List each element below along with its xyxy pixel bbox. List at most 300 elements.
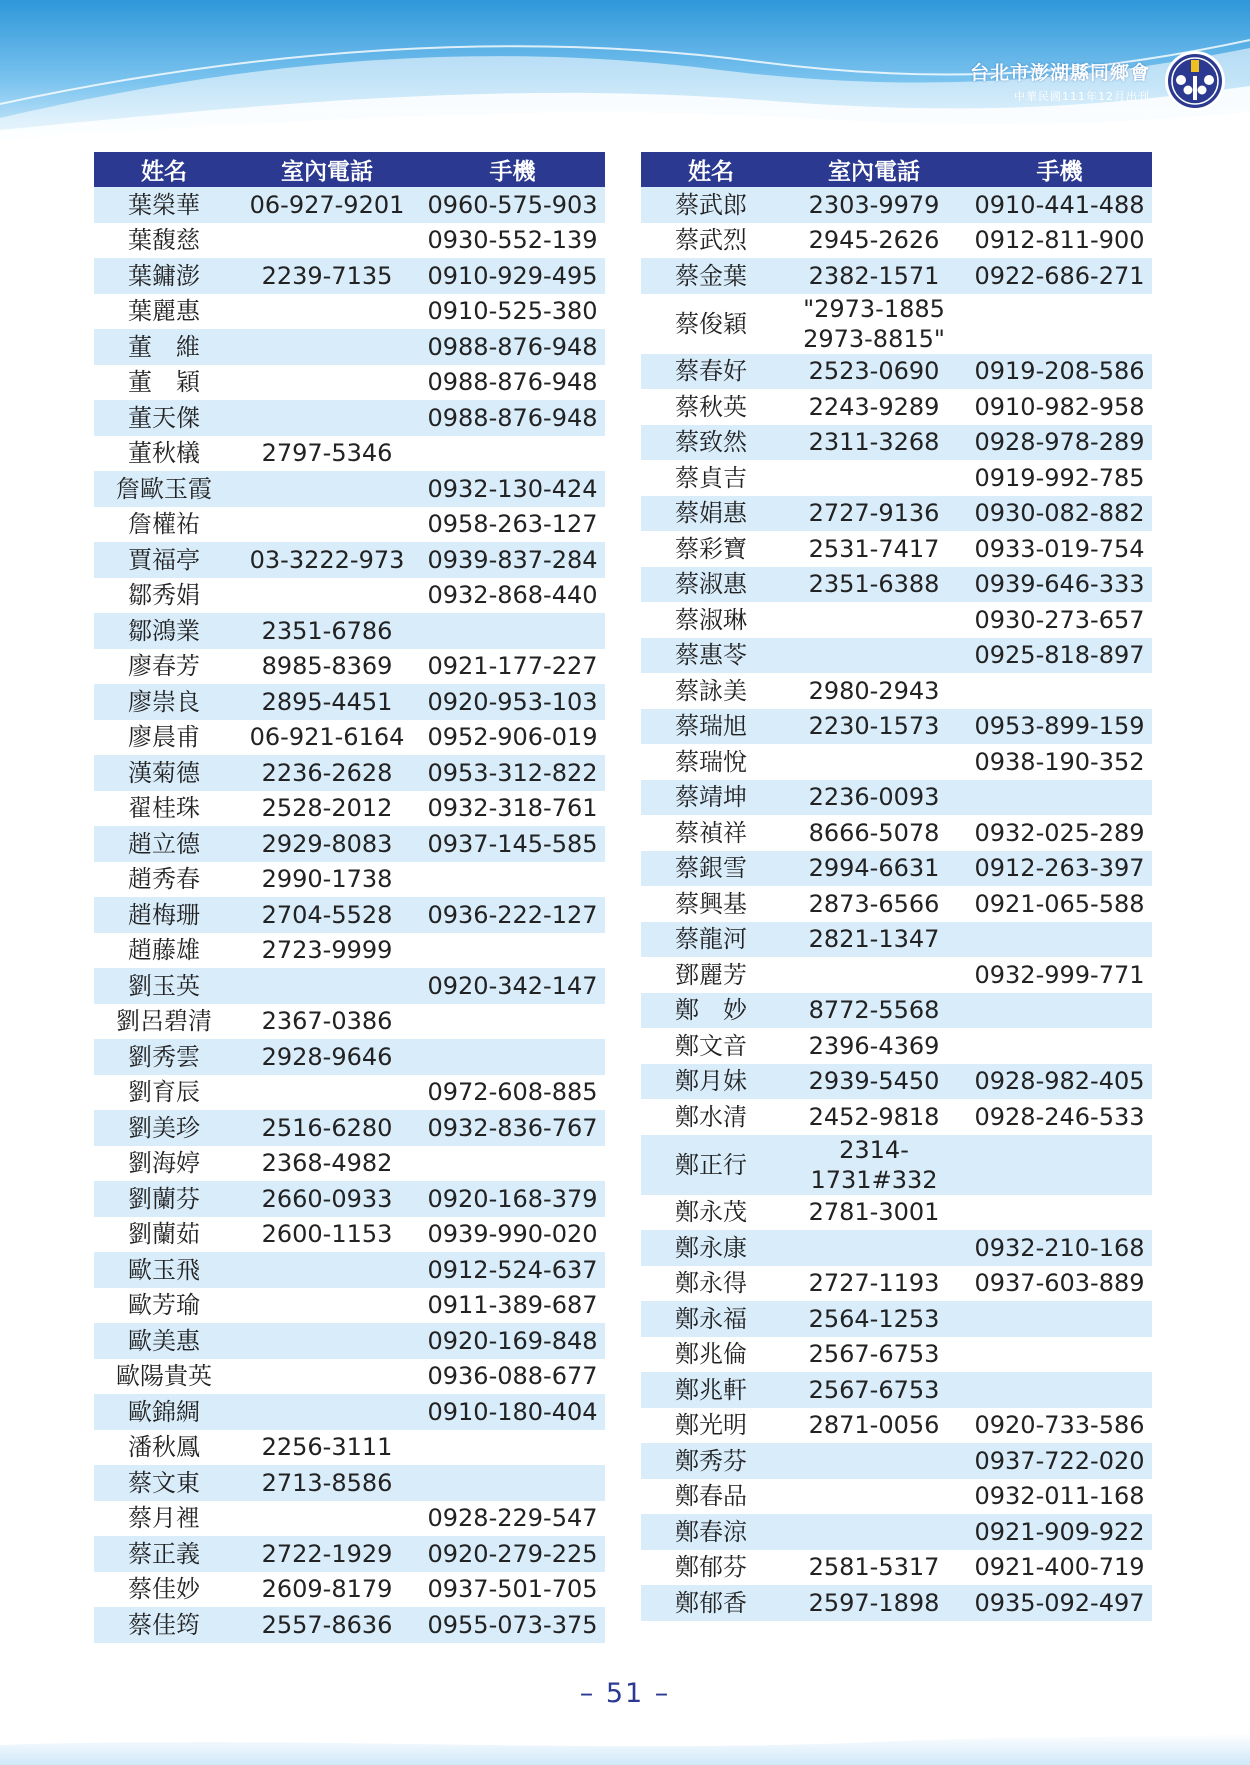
home-phone: 2660-0933 [234, 1181, 420, 1217]
table-row [641, 1337, 1152, 1373]
mobile-phone: 0928-978-289 [967, 425, 1152, 461]
mobile-phone: 0932-318-761 [420, 791, 605, 827]
organization-name: 台北市澎湖縣同鄉會 [969, 62, 1150, 84]
home-phone: 2351-6388 [781, 567, 967, 603]
member-name: 廖崇良 [94, 684, 234, 720]
member-name: 鄧麗芳 [641, 957, 781, 993]
member-name: 蔡春好 [641, 354, 781, 390]
table-row [94, 1501, 605, 1537]
mobile-phone: 0912-263-397 [967, 851, 1152, 887]
table-row [641, 780, 1152, 816]
home-phone: 2980-2943 [781, 673, 967, 709]
member-name: 歐芳瑜 [94, 1288, 234, 1324]
table-row [94, 720, 605, 756]
directory-table-right [641, 152, 1152, 1621]
member-name: 劉秀雲 [94, 1039, 234, 1075]
member-name: 鄭郁芬 [641, 1550, 781, 1586]
mobile-phone [420, 933, 605, 969]
member-name: 劉海婷 [94, 1146, 234, 1182]
member-name: 劉蘭茹 [94, 1217, 234, 1253]
logo-emblem-icon [1164, 50, 1226, 112]
home-phone [234, 1323, 420, 1359]
member-name: 董 穎 [94, 365, 234, 401]
table-row [641, 1550, 1152, 1586]
table-row [94, 400, 605, 436]
mobile-phone: 0932-130-424 [420, 471, 605, 507]
home-phone [234, 1501, 420, 1537]
member-name: 蔡致然 [641, 425, 781, 461]
member-name: 鄭春品 [641, 1479, 781, 1515]
member-name: 鄭永康 [641, 1230, 781, 1266]
table-row [641, 567, 1152, 603]
table-row [641, 744, 1152, 780]
mobile-phone: 0988-876-948 [420, 400, 605, 436]
table-row [641, 815, 1152, 851]
table-row [94, 1394, 605, 1430]
mobile-phone: 0920-733-586 [967, 1408, 1152, 1444]
mobile-phone: 0930-552-139 [420, 223, 605, 259]
table-row [94, 684, 605, 720]
mobile-phone [967, 1372, 1152, 1408]
table-row [94, 1288, 605, 1324]
member-name: 鄒鴻業 [94, 613, 234, 649]
home-phone [781, 1479, 967, 1515]
table-row [94, 365, 605, 401]
member-name: 蔡秋英 [641, 389, 781, 425]
mobile-phone: 0911-389-687 [420, 1288, 605, 1324]
member-name: 蔡俊穎 [641, 294, 781, 354]
member-name: 鄭郁香 [641, 1585, 781, 1621]
table-row [94, 826, 605, 862]
mobile-phone: 0952-906-019 [420, 720, 605, 756]
table-row [94, 1607, 605, 1643]
mobile-phone: 0921-909-922 [967, 1514, 1152, 1550]
home-phone [781, 1230, 967, 1266]
table-row [641, 1443, 1152, 1479]
home-phone [781, 1443, 967, 1479]
member-name: 蔡惠苓 [641, 638, 781, 674]
mobile-phone: 0932-210-168 [967, 1230, 1152, 1266]
home-phone: 2723-9999 [234, 933, 420, 969]
member-name: 蔡武郎 [641, 187, 781, 223]
home-phone [234, 294, 420, 330]
mobile-phone [967, 993, 1152, 1029]
table-row [94, 862, 605, 898]
member-name: 歐陽貴英 [94, 1359, 234, 1395]
mobile-phone [967, 1195, 1152, 1231]
member-name: 蔡瑞旭 [641, 709, 781, 745]
home-phone [234, 1359, 420, 1395]
table-row [94, 1039, 605, 1075]
table-row [641, 1099, 1152, 1135]
table-row [94, 223, 605, 259]
member-name: 劉育辰 [94, 1075, 234, 1111]
member-name: 葉馥慈 [94, 223, 234, 259]
member-name: 趙秀春 [94, 862, 234, 898]
table-row [94, 471, 605, 507]
mobile-phone: 0920-168-379 [420, 1181, 605, 1217]
table-row [94, 1430, 605, 1466]
member-name: 鄭春涼 [641, 1514, 781, 1550]
table-row [94, 542, 605, 578]
column-header-name: 姓名 [641, 152, 781, 187]
table-row [94, 933, 605, 969]
table-row [641, 1064, 1152, 1100]
member-name: 蔡正義 [94, 1536, 234, 1572]
column-header-mobile: 手機 [967, 152, 1152, 187]
table-row [94, 1181, 605, 1217]
member-name: 廖晨甫 [94, 720, 234, 756]
table-row [641, 294, 1152, 354]
table-row [641, 389, 1152, 425]
column-header-name: 姓名 [94, 152, 234, 187]
table-row [94, 1572, 605, 1608]
mobile-phone: 0988-876-948 [420, 329, 605, 365]
table-row [94, 436, 605, 472]
mobile-phone: 0910-929-495 [420, 258, 605, 294]
mobile-phone: 0960-575-903 [420, 187, 605, 223]
home-phone: 2396-4369 [781, 1028, 967, 1064]
home-phone [781, 460, 967, 496]
member-name: 蔡龍河 [641, 922, 781, 958]
table-row [94, 1252, 605, 1288]
table-row [641, 602, 1152, 638]
home-phone: 2821-1347 [781, 922, 967, 958]
mobile-phone: 0937-722-020 [967, 1443, 1152, 1479]
home-phone [234, 968, 420, 1004]
home-phone [234, 329, 420, 365]
home-phone: 2990-1738 [234, 862, 420, 898]
home-phone: 2722-1929 [234, 1536, 420, 1572]
table-row [641, 1230, 1152, 1266]
mobile-phone: 0935-092-497 [967, 1585, 1152, 1621]
member-name: 蔡靖坤 [641, 780, 781, 816]
home-phone: 2781-3001 [781, 1195, 967, 1231]
home-phone: 2557-8636 [234, 1607, 420, 1643]
home-phone [234, 1288, 420, 1324]
member-name: 蔡金葉 [641, 258, 781, 294]
member-name: 蔡月裡 [94, 1501, 234, 1537]
home-phone [234, 507, 420, 543]
table-row [641, 1135, 1152, 1195]
mobile-phone: 0932-025-289 [967, 815, 1152, 851]
table-row [94, 791, 605, 827]
table-row [641, 460, 1152, 496]
table-row [94, 613, 605, 649]
mobile-phone: 0939-990-020 [420, 1217, 605, 1253]
member-name: 賈福亭 [94, 542, 234, 578]
home-phone: 2236-2628 [234, 755, 420, 791]
mobile-phone: 0921-065-588 [967, 886, 1152, 922]
directory-table-left [94, 152, 605, 1643]
member-name: 歐美惠 [94, 1323, 234, 1359]
table-row [641, 922, 1152, 958]
table-row [641, 223, 1152, 259]
table-row [94, 1217, 605, 1253]
home-phone: 06-927-9201 [234, 187, 420, 223]
mobile-phone [420, 613, 605, 649]
mobile-phone: 0920-953-103 [420, 684, 605, 720]
member-name: 翟桂珠 [94, 791, 234, 827]
home-phone: 2382-1571 [781, 258, 967, 294]
home-phone: 03-3222-973 [234, 542, 420, 578]
member-name: 歐玉飛 [94, 1252, 234, 1288]
home-phone: 2581-5317 [781, 1550, 967, 1586]
home-phone: 2895-4451 [234, 684, 420, 720]
home-phone: 2727-1193 [781, 1266, 967, 1302]
home-phone: 2452-9818 [781, 1099, 967, 1135]
member-name: 廖春芳 [94, 649, 234, 685]
mobile-phone: 0920-279-225 [420, 1536, 605, 1572]
home-phone [234, 1394, 420, 1430]
home-phone [234, 365, 420, 401]
mobile-phone: 0912-524-637 [420, 1252, 605, 1288]
member-name: 蔡貞吉 [641, 460, 781, 496]
table-row [94, 1004, 605, 1040]
mobile-phone: 0925-818-897 [967, 638, 1152, 674]
member-name: 蔡禎祥 [641, 815, 781, 851]
table-row [94, 968, 605, 1004]
home-phone: 2873-6566 [781, 886, 967, 922]
mobile-phone: 0958-263-127 [420, 507, 605, 543]
member-name: 蔡娟惠 [641, 496, 781, 532]
home-phone: 06-921-6164 [234, 720, 420, 756]
table-row [641, 496, 1152, 532]
home-phone: 2243-9289 [781, 389, 967, 425]
home-phone [781, 602, 967, 638]
table-row [641, 673, 1152, 709]
member-name: 趙藤雄 [94, 933, 234, 969]
mobile-phone [420, 1039, 605, 1075]
member-name: 劉美珍 [94, 1110, 234, 1146]
home-phone: 2727-9136 [781, 496, 967, 532]
member-name: 鄭文音 [641, 1028, 781, 1064]
mobile-phone: 0955-073-375 [420, 1607, 605, 1643]
member-name: 蔡詠美 [641, 673, 781, 709]
home-phone [781, 957, 967, 993]
mobile-phone: 0936-088-677 [420, 1359, 605, 1395]
member-name: 鄭光明 [641, 1408, 781, 1444]
member-name: 蔡瑞悅 [641, 744, 781, 780]
home-phone: 2303-9979 [781, 187, 967, 223]
home-phone [781, 744, 967, 780]
table-row [641, 1514, 1152, 1550]
member-name: 鄭兆倫 [641, 1337, 781, 1373]
table-row [94, 897, 605, 933]
table-row [641, 1301, 1152, 1337]
home-phone: 2797-5346 [234, 436, 420, 472]
table-row [94, 1323, 605, 1359]
mobile-phone: 0932-836-767 [420, 1110, 605, 1146]
member-name: 鄭永茂 [641, 1195, 781, 1231]
table-row [641, 1479, 1152, 1515]
member-name: 蔡彩寶 [641, 531, 781, 567]
table-row [641, 1266, 1152, 1302]
mobile-phone: 0910-525-380 [420, 294, 605, 330]
mobile-phone: 0919-992-785 [967, 460, 1152, 496]
home-phone: 2236-0093 [781, 780, 967, 816]
table-row [641, 638, 1152, 674]
home-phone: 2368-4982 [234, 1146, 420, 1182]
home-phone [234, 400, 420, 436]
member-name: 鄭水清 [641, 1099, 781, 1135]
mobile-phone: 0936-222-127 [420, 897, 605, 933]
mobile-phone [967, 1028, 1152, 1064]
mobile-phone: 0930-273-657 [967, 602, 1152, 638]
member-name: 蔡淑琳 [641, 602, 781, 638]
table-row [94, 294, 605, 330]
table-row [94, 578, 605, 614]
table-header-row [94, 152, 605, 187]
column-header-phone: 室內電話 [234, 152, 420, 187]
mobile-phone: 0932-011-168 [967, 1479, 1152, 1515]
mobile-phone: 0920-342-147 [420, 968, 605, 1004]
table-row [94, 187, 605, 223]
table-row [94, 507, 605, 543]
mobile-phone [420, 1004, 605, 1040]
home-phone: 2367-0386 [234, 1004, 420, 1040]
home-phone: 2871-0056 [781, 1408, 967, 1444]
home-phone [234, 223, 420, 259]
table-row [641, 993, 1152, 1029]
member-name: 董天傑 [94, 400, 234, 436]
member-name: 鄒秀娟 [94, 578, 234, 614]
mobile-phone: 0953-899-159 [967, 709, 1152, 745]
member-name: 鄭秀芬 [641, 1443, 781, 1479]
mobile-phone: 0953-312-822 [420, 755, 605, 791]
mobile-phone: 0937-501-705 [420, 1572, 605, 1608]
mobile-phone [967, 922, 1152, 958]
home-phone: 2704-5528 [234, 897, 420, 933]
member-name: 劉呂碧清 [94, 1004, 234, 1040]
home-phone: 2945-2626 [781, 223, 967, 259]
member-name: 趙立德 [94, 826, 234, 862]
member-name: 蔡佳筠 [94, 1607, 234, 1643]
member-name: 鄭 妙 [641, 993, 781, 1029]
mobile-phone: 0938-190-352 [967, 744, 1152, 780]
table-row [641, 1372, 1152, 1408]
home-phone: 8772-5568 [781, 993, 967, 1029]
member-name: 蔡興基 [641, 886, 781, 922]
table-row [641, 187, 1152, 223]
table-row [641, 1028, 1152, 1064]
mobile-phone: 0920-169-848 [420, 1323, 605, 1359]
home-phone: 2314- 1731#332 [781, 1135, 967, 1195]
member-name: 鄭兆軒 [641, 1372, 781, 1408]
mobile-phone: 0972-608-885 [420, 1075, 605, 1111]
home-phone [234, 578, 420, 614]
home-phone: "2973-1885 2973-8815" [781, 294, 967, 354]
member-name: 詹權祐 [94, 507, 234, 543]
table-row [94, 755, 605, 791]
home-phone: 2311-3268 [781, 425, 967, 461]
column-header-phone: 室內電話 [781, 152, 967, 187]
mobile-phone: 0928-982-405 [967, 1064, 1152, 1100]
home-phone: 2516-6280 [234, 1110, 420, 1146]
mobile-phone: 0910-441-488 [967, 187, 1152, 223]
table-row [641, 425, 1152, 461]
mobile-phone: 0937-145-585 [420, 826, 605, 862]
mobile-phone [420, 1430, 605, 1466]
mobile-phone: 0922-686-271 [967, 258, 1152, 294]
home-phone: 2609-8179 [234, 1572, 420, 1608]
mobile-phone: 0919-208-586 [967, 354, 1152, 390]
mobile-phone [420, 1465, 605, 1501]
table-row [641, 531, 1152, 567]
member-name: 潘秋鳳 [94, 1430, 234, 1466]
member-name: 葉麗惠 [94, 294, 234, 330]
table-row [641, 1408, 1152, 1444]
table-row [94, 1146, 605, 1182]
member-name: 蔡佳妙 [94, 1572, 234, 1608]
mobile-phone [967, 1135, 1152, 1195]
mobile-phone: 0910-180-404 [420, 1394, 605, 1430]
mobile-phone: 0912-811-900 [967, 223, 1152, 259]
table-header-row [641, 152, 1152, 187]
mobile-phone: 0932-868-440 [420, 578, 605, 614]
member-name: 詹歐玉霞 [94, 471, 234, 507]
footer-wave-graphic [0, 1725, 1250, 1765]
column-header-mobile: 手機 [420, 152, 605, 187]
table-row [641, 886, 1152, 922]
table-row [94, 329, 605, 365]
member-name: 趙梅珊 [94, 897, 234, 933]
member-name: 董 維 [94, 329, 234, 365]
mobile-phone: 0933-019-754 [967, 531, 1152, 567]
table-row [641, 258, 1152, 294]
table-row [94, 1110, 605, 1146]
home-phone: 8985-8369 [234, 649, 420, 685]
home-phone [781, 638, 967, 674]
mobile-phone: 0910-982-958 [967, 389, 1152, 425]
home-phone: 8666-5078 [781, 815, 967, 851]
home-phone: 2351-6786 [234, 613, 420, 649]
mobile-phone: 0939-646-333 [967, 567, 1152, 603]
home-phone: 2230-1573 [781, 709, 967, 745]
member-name: 董秋檥 [94, 436, 234, 472]
table-row [641, 957, 1152, 993]
home-phone: 2531-7417 [781, 531, 967, 567]
mobile-phone: 0928-229-547 [420, 1501, 605, 1537]
mobile-phone [967, 673, 1152, 709]
table-row [94, 1075, 605, 1111]
page-number: – 51 – [579, 1678, 671, 1709]
table-row [94, 649, 605, 685]
table-row [641, 851, 1152, 887]
member-name: 蔡銀雪 [641, 851, 781, 887]
table-row [641, 709, 1152, 745]
home-phone [234, 1252, 420, 1288]
mobile-phone: 0939-837-284 [420, 542, 605, 578]
mobile-phone: 0937-603-889 [967, 1266, 1152, 1302]
mobile-phone [967, 294, 1152, 354]
home-phone: 2256-3111 [234, 1430, 420, 1466]
mobile-phone [967, 780, 1152, 816]
table-row [641, 1195, 1152, 1231]
home-phone: 2528-2012 [234, 791, 420, 827]
home-phone [234, 1075, 420, 1111]
table-row [94, 1465, 605, 1501]
mobile-phone: 0921-177-227 [420, 649, 605, 685]
home-phone: 2929-8083 [234, 826, 420, 862]
mobile-phone: 0988-876-948 [420, 365, 605, 401]
mobile-phone [420, 862, 605, 898]
member-name: 鄭月妹 [641, 1064, 781, 1100]
home-phone: 2567-6753 [781, 1372, 967, 1408]
home-phone: 2713-8586 [234, 1465, 420, 1501]
mobile-phone: 0921-400-719 [967, 1550, 1152, 1586]
mobile-phone: 0932-999-771 [967, 957, 1152, 993]
